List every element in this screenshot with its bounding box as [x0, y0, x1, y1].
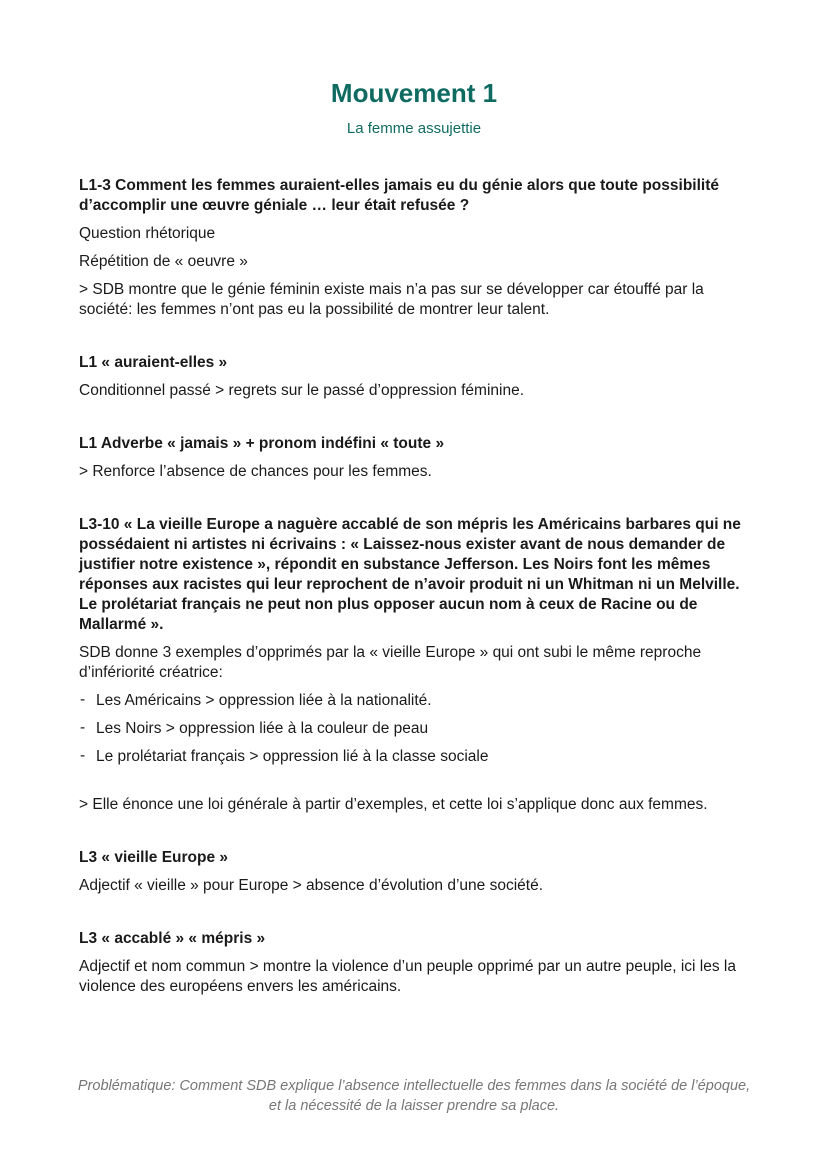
section-text: Adjectif et nom commun > montre la violence d’un peuple opprimé par un autre peuple, ici les la violence des européens envers les américains. — [79, 958, 736, 995]
section-heading: L1-3 Comment les femmes auraient-elles jamais eu du génie alors que toute possibilité d’accomplir une œuvre géniale … leur était refusée ? — [79, 177, 719, 214]
section-text: SDB donne 3 exemples d’opprimés par la « vieille Europe » qui ont subi le même reproche d’infériorité créatrice: — [79, 644, 702, 681]
section-heading: L1 « auraient-elles » — [79, 354, 228, 371]
section-text: Répétition de « oeuvre » — [79, 253, 248, 270]
section-heading: L1 Adverbe « jamais » + pronom indéfini « toute » — [79, 435, 445, 452]
document-body — [79, 176, 759, 997]
section-text: > Renforce l’absence de chances pour les femmes. — [79, 463, 432, 480]
list-item: - Le prolétariat français > oppression lié à la classe sociale — [79, 747, 759, 767]
section-text: > Elle énonce une loi générale à partir d’exemples, et cette loi s’applique donc aux femmes. — [79, 796, 708, 813]
list-item: - Les Noirs > oppression liée à la couleur de peau — [79, 719, 759, 739]
section-text: Question rhétorique — [79, 225, 216, 242]
page-title: Mouvement 1 — [330, 78, 498, 108]
section-heading: L3 « accablé » « mépris » — [79, 930, 266, 947]
problematique-footer: Problématique: Comment SDB explique l’absence intellectuelle des femmes dans la société de l’époque, et la nécessité de la laisser prendre sa place. — [77, 1078, 751, 1114]
section-text: > SDB montre que le génie féminin existe mais n’a pas sur se développer car étouffé par la société: les femmes n’ont pas eu la possibilité de montrer leur talent. — [79, 281, 704, 318]
page-subtitle: La femme assujettie — [346, 120, 482, 137]
section-heading: L3 « vieille Europe » — [79, 849, 229, 866]
section-text: Conditionnel passé > regrets sur le passé d’oppression féminine. — [79, 382, 525, 399]
section-heading: L3-10 « La vieille Europe a naguère accablé de son mépris les Américains barbares qui ne possédaient ni artistes ni écrivains : « Laissez-nous exister avant de nous demander de justifier notre existence », répondit en substance Jefferson. Les Noirs font les mêmes réponses aux racistes qui leur reprochent de n’avoir produit ni un Whitman ni un Melville. Le prolétariat français ne peut non plus opposer aucun nom à ceux de Racine ou de Mallarmé ». — [79, 516, 741, 633]
list-item: - Les Américains > oppression liée à la nationalité. — [79, 691, 759, 711]
examples-list — [79, 691, 759, 767]
section-text: Adjectif « vieille » pour Europe > absence d’évolution d’une société. — [79, 877, 544, 894]
